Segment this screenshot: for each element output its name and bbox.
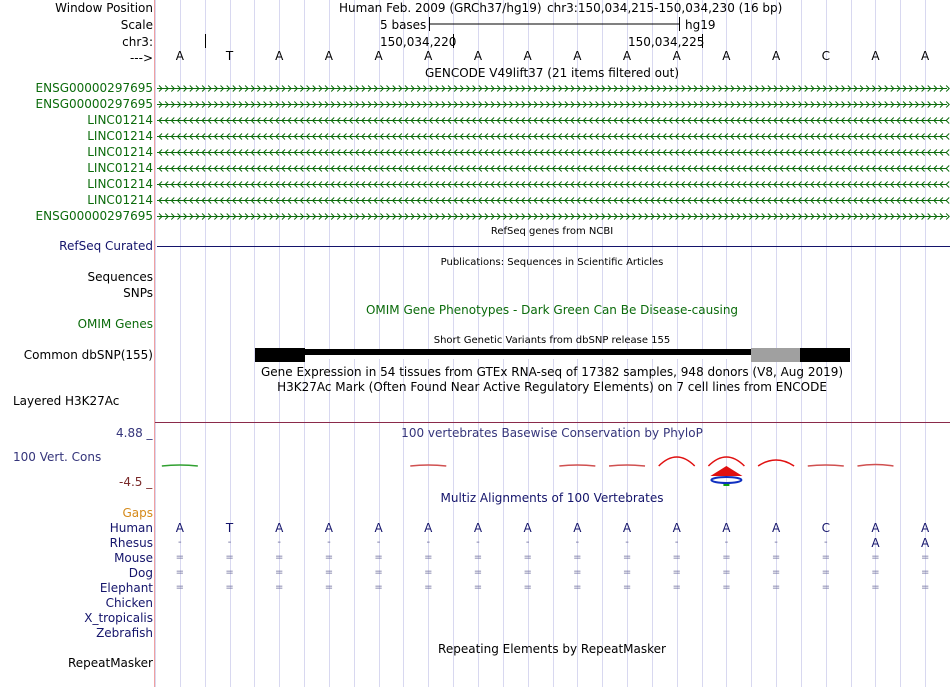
gencode-title: GENCODE V49lift37 (21 items filtered out) <box>424 66 680 80</box>
alignment-char: = <box>275 552 284 563</box>
gencode-item-label: LINC01214 <box>87 193 153 207</box>
multiz-title: Multiz Alignments of 100 Vertebrates <box>440 491 664 505</box>
scale-label: Scale <box>120 18 153 32</box>
alignment-char: = <box>622 552 632 563</box>
alignment-char: T <box>225 521 234 535</box>
gencode-item-label: LINC01214 <box>87 113 153 127</box>
base-letter: A <box>672 49 681 63</box>
repeatmasker-label[interactable]: RepeatMasker <box>67 656 153 670</box>
base-letter: A <box>324 49 334 63</box>
base-letter: A <box>871 49 880 63</box>
alignment-char: = <box>175 552 185 563</box>
cons-mark <box>659 457 695 466</box>
h3k27ac-title: H3K27Ac Mark (Often Found Near Active Regulatory Elements) on 7 cell lines from ENCODE <box>277 380 827 394</box>
alignment-char: = <box>225 552 234 563</box>
alignment-char: A <box>722 521 731 535</box>
alignment-char: - <box>674 537 679 548</box>
species-label: Zebrafish <box>96 626 153 640</box>
logo-mark <box>710 466 742 476</box>
gencode-item-label: LINC01214 <box>87 145 153 159</box>
alignment-char: = <box>523 552 532 563</box>
gtex-title: Gene Expression in 54 tissues from GTEx RNA-seq of 17382 samples, 948 donors (V8, Aug 2019) <box>260 365 844 379</box>
coord-label-1: 150,034,220 <box>380 35 457 49</box>
window-position-label: Window Position <box>55 1 153 15</box>
alignment-char: - <box>724 537 729 548</box>
alignment-char: = <box>920 582 930 593</box>
alignment-char: = <box>225 582 234 593</box>
alignment-char: = <box>175 582 185 593</box>
coord-label-2: 150,034,225 <box>628 35 705 49</box>
alignment-char: = <box>821 567 830 578</box>
alignment-char: A <box>622 521 632 535</box>
alignment-char: - <box>525 537 530 548</box>
alignment-char: - <box>774 537 778 548</box>
logo-mark <box>723 484 729 486</box>
alignment-char: = <box>324 582 334 593</box>
alignment-char: = <box>672 582 681 593</box>
cons-min-label: -4.5 _ <box>119 475 153 489</box>
alignment-char: - <box>426 537 431 548</box>
alignment-char: = <box>473 567 483 578</box>
gencode-item-label: ENSG00000297695 <box>35 97 153 111</box>
alignment-char: = <box>324 552 334 563</box>
repeatmasker-title: Repeating Elements by RepeatMasker <box>438 642 666 656</box>
alignment-char: C <box>821 521 830 535</box>
base-letter: C <box>821 49 830 63</box>
alignment-char: = <box>771 567 781 578</box>
alignment-char: - <box>476 537 480 548</box>
h3k27ac-label[interactable]: Layered H3K27Ac <box>13 394 120 408</box>
base-letter: A <box>175 49 184 63</box>
pubs-title: Publications: Sequences in Scientific Articles <box>440 257 664 268</box>
alignment-char: A <box>523 521 532 535</box>
alignment-char: A <box>473 521 483 535</box>
alignment-char: = <box>821 552 830 563</box>
alignment-char: - <box>227 537 232 548</box>
scale-text: 5 bases <box>380 18 427 32</box>
alignment-char: A <box>871 536 880 550</box>
base-letter: A <box>275 49 284 63</box>
alignment-char: = <box>573 552 582 563</box>
base-letter: T <box>225 49 234 63</box>
species-label: Chicken <box>105 596 153 610</box>
snp-block <box>800 348 850 362</box>
alignment-char: = <box>622 567 632 578</box>
snp-block-gray <box>751 348 800 362</box>
alignment-char: = <box>225 567 234 578</box>
species-label: X_tropicalis <box>84 611 153 625</box>
alignment-char: A <box>175 521 184 535</box>
alignment-char: = <box>573 582 582 593</box>
gaps-label[interactable]: Gaps <box>122 506 153 520</box>
alignment-char: = <box>871 582 880 593</box>
alignment-char: A <box>324 521 334 535</box>
alignment-char: = <box>275 582 284 593</box>
strand-label: ---> <box>129 51 153 65</box>
base-letter: A <box>771 49 781 63</box>
gencode-item-label: LINC01214 <box>87 177 153 191</box>
alignment-char: = <box>722 567 731 578</box>
alignment-char: = <box>920 567 930 578</box>
alignment-char: A <box>871 521 880 535</box>
species-label: Mouse <box>114 551 153 565</box>
alignment-char: = <box>722 582 731 593</box>
assembly-text: Human Feb. 2009 (GRCh37/hg19) <box>339 1 542 15</box>
alignment-char: = <box>424 582 433 593</box>
base-letter: A <box>473 49 483 63</box>
alignment-char: - <box>277 537 282 548</box>
base-letter: A <box>573 49 582 63</box>
scale-db: hg19 <box>685 18 716 32</box>
cons-mark <box>162 465 198 466</box>
gencode-item-label: LINC01214 <box>87 161 153 175</box>
base-letter: A <box>424 49 433 63</box>
dbsnp-title: Short Genetic Variants from dbSNP release 155 <box>433 335 671 346</box>
base-letter: A <box>523 49 532 63</box>
alignment-char: = <box>871 552 880 563</box>
species-label: Rhesus <box>109 536 153 550</box>
snp-block <box>255 348 305 362</box>
alignment-char: = <box>573 567 582 578</box>
alignment-char: = <box>275 567 284 578</box>
alignment-char: = <box>871 567 880 578</box>
alignment-char: = <box>672 567 681 578</box>
base-letter: A <box>622 49 632 63</box>
alignment-char: = <box>473 552 483 563</box>
alignment-char: = <box>622 582 632 593</box>
cons-label[interactable]: 100 Vert. Cons <box>13 450 102 464</box>
alignment-char: = <box>722 552 731 563</box>
alignment-char: A <box>921 536 930 550</box>
gencode-item-label: LINC01214 <box>87 129 153 143</box>
alignment-char: - <box>625 537 629 548</box>
alignment-char: = <box>821 582 830 593</box>
alignment-char: = <box>324 567 334 578</box>
base-letter: A <box>374 49 383 63</box>
species-label: Elephant <box>99 581 153 595</box>
alignment-char: = <box>523 567 532 578</box>
alignment-char: = <box>374 567 383 578</box>
alignment-char: = <box>374 552 383 563</box>
cons-title: 100 vertebrates Basewise Conservation by PhyloP <box>401 426 703 440</box>
alignment-char: = <box>672 552 681 563</box>
alignment-char: = <box>374 582 383 593</box>
alignment-char: A <box>424 521 433 535</box>
alignment-char: = <box>175 567 185 578</box>
alignment-char: = <box>424 567 433 578</box>
refseq-title: RefSeq genes from NCBI <box>490 226 614 237</box>
alignment-char: A <box>374 521 383 535</box>
alignment-char: - <box>178 537 182 548</box>
omim-label[interactable]: OMIM Genes <box>77 317 153 331</box>
alignment-char: - <box>575 537 580 548</box>
gencode-item-label: ENSG00000297695 <box>35 209 153 223</box>
alignment-char: - <box>376 537 381 548</box>
alignment-char: - <box>327 537 331 548</box>
alignment-char: = <box>771 552 781 563</box>
dbsnp-label[interactable]: Common dbSNP(155) <box>23 348 153 362</box>
cons-mark <box>808 465 844 466</box>
species-label: Dog <box>128 566 153 580</box>
base-letter: A <box>722 49 731 63</box>
chrom-label: chr3: <box>122 35 153 49</box>
position-text: chr3:150,034,215-150,034,230 (16 bp) <box>547 1 783 15</box>
alignment-char: = <box>523 582 532 593</box>
alignment-char: A <box>573 521 582 535</box>
alignment-char: = <box>473 582 483 593</box>
base-letter: A <box>921 49 930 63</box>
omim-title: OMIM Gene Phenotypes - Dark Green Can Be Disease-causing <box>365 303 739 317</box>
alignment-char: A <box>672 521 681 535</box>
alignment-char: = <box>424 552 433 563</box>
alignment-char: - <box>823 537 828 548</box>
cons-max-label: 4.88 _ <box>116 426 153 440</box>
alignment-char: = <box>920 552 930 563</box>
snp-gap <box>305 355 751 359</box>
alignment-char: A <box>275 521 284 535</box>
species-label: Human <box>109 521 153 535</box>
snps-label[interactable]: SNPs <box>123 286 153 300</box>
alignment-char: = <box>771 582 781 593</box>
refseq-label[interactable]: RefSeq Curated <box>59 239 153 253</box>
gencode-item-label: ENSG00000297695 <box>35 81 153 95</box>
alignment-char: A <box>771 521 781 535</box>
pubs-label[interactable]: Sequences <box>87 270 153 284</box>
alignment-char: A <box>921 521 930 535</box>
